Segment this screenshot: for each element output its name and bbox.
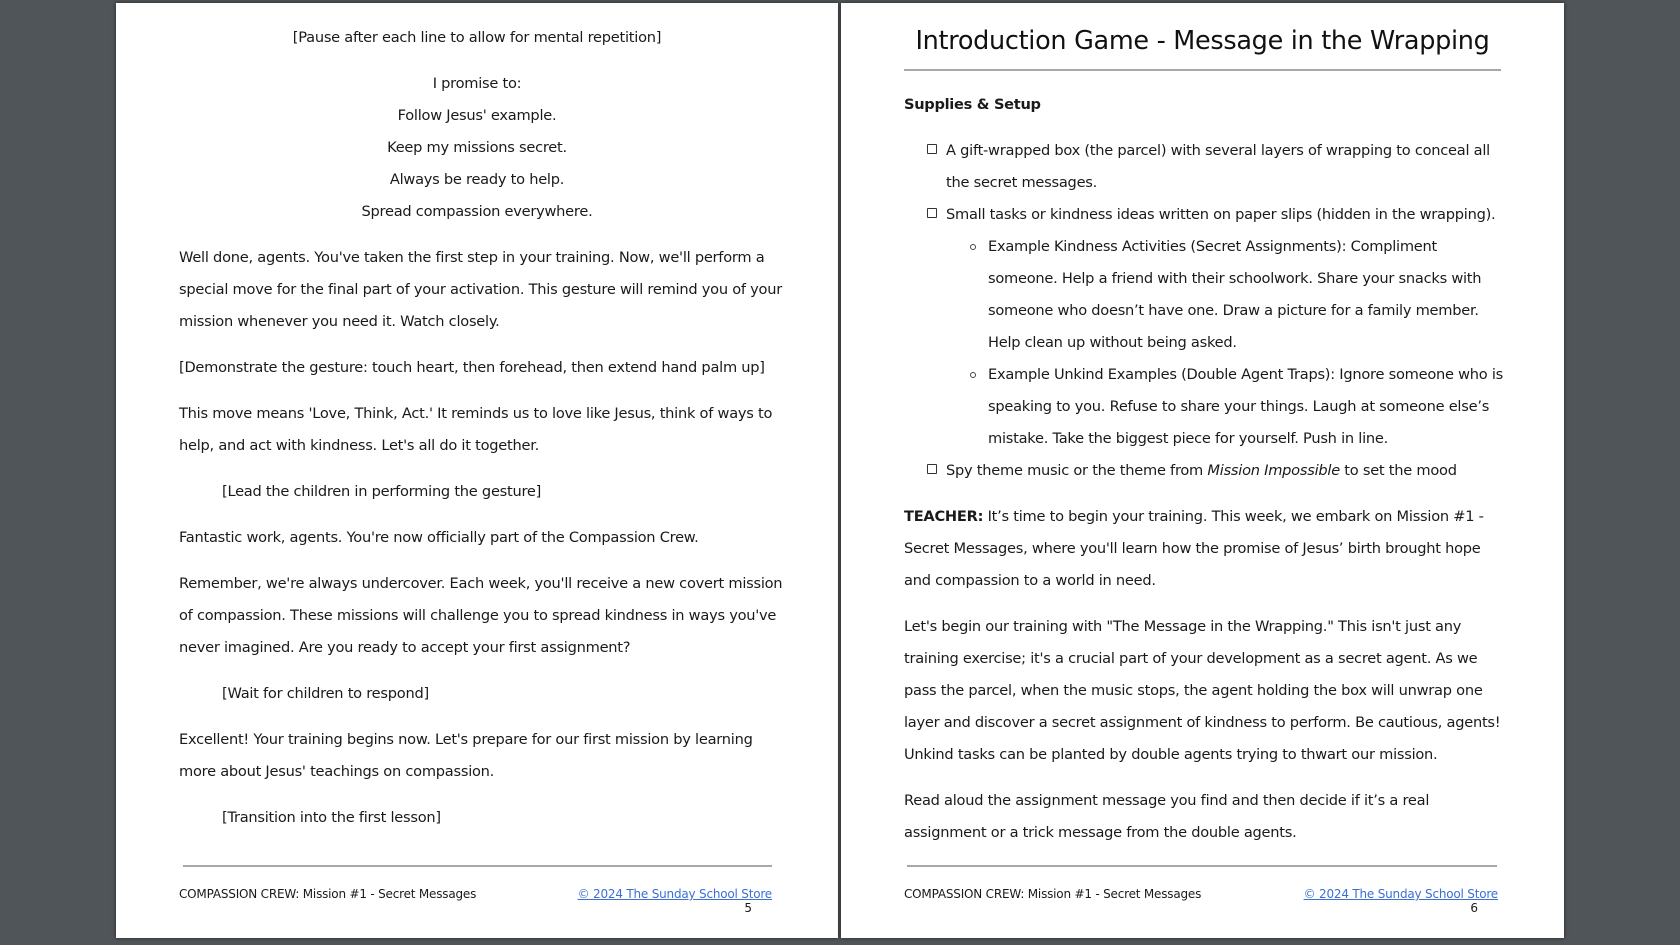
- paragraph-line: pass the parcel, when the music stops, the agent holding the box will unwrap one: [904, 682, 1483, 699]
- document-page-5: [116, 3, 838, 938]
- paragraph-line: help, and act with kindness. Let's all do it together.: [179, 437, 539, 454]
- paragraph-line: Excellent! Your training begins now. Let's prepare for our first mission by learning: [179, 731, 753, 748]
- copyright-link[interactable]: © 2024 The Sunday School Store: [1303, 887, 1498, 901]
- sub-item-line: Help clean up without being asked.: [988, 334, 1237, 351]
- paragraph-fantastic: Fantastic work, agents. You're now officially part of the Compassion Crew.: [179, 529, 699, 546]
- promise-line: Follow Jesus' example.: [397, 107, 557, 124]
- promise-line: Keep my missions secret.: [387, 139, 567, 156]
- checklist-line: Spy theme music or the theme from Mission Impossible to set the mood: [946, 462, 1457, 479]
- stage-direction: [Wait for children to respond]: [222, 685, 429, 702]
- document-page-6: [841, 3, 1564, 938]
- footer-title: COMPASSION CREW: Mission #1 - Secret Messages: [904, 887, 1202, 901]
- paragraph-line: Unkind tasks can be planted by double agents trying to thwart our mission.: [904, 746, 1438, 763]
- checklist-line: the secret messages.: [946, 174, 1098, 191]
- sub-item-line: Example Unkind Examples (Double Agent Traps): Ignore someone who is: [988, 366, 1504, 383]
- page-number: 6: [1470, 901, 1478, 915]
- stage-direction: [Transition into the first lesson]: [222, 809, 441, 826]
- page-title: Introduction Game - Message in the Wrapping: [915, 26, 1490, 56]
- copyright-link[interactable]: © 2024 The Sunday School Store: [577, 887, 772, 901]
- stage-direction: [Demonstrate the gesture: touch heart, then forehead, then extend hand palm up]: [179, 359, 765, 376]
- checkbox-icon[interactable]: [927, 464, 937, 474]
- paragraph-line: mission whenever you need it. Watch closely.: [179, 313, 500, 330]
- footer-divider: [907, 865, 1497, 867]
- paragraph-line: TEACHER: It’s time to begin your training. This week, we embark on Mission #1 -: [904, 508, 1484, 525]
- promise-line: Always be ready to help.: [389, 171, 565, 188]
- checklist-line: Small tasks or kindness ideas written on paper slips (hidden in the wrapping).: [946, 206, 1496, 223]
- checkbox-icon[interactable]: [927, 208, 937, 218]
- paragraph-line: Secret Messages, where you'll learn how the promise of Jesus’ birth brought hope: [904, 540, 1481, 557]
- paragraph-line: Well done, agents. You've taken the first step in your training. Now, we'll perform a: [179, 249, 765, 266]
- checkbox-icon[interactable]: [927, 144, 937, 154]
- footer-title: COMPASSION CREW: Mission #1 - Secret Messages: [179, 887, 477, 901]
- section-heading: Supplies & Setup: [904, 96, 1041, 113]
- promise-intro: I promise to:: [432, 75, 522, 92]
- circle-bullet-icon: [970, 372, 976, 378]
- sub-item-line: speaking to you. Refuse to share your things. Laugh at someone else’s: [988, 398, 1490, 415]
- stage-direction: [Pause after each line to allow for mental repetition]: [292, 29, 662, 46]
- paragraph-line: more about Jesus' teachings on compassion.: [179, 763, 495, 780]
- sub-item-line: someone. Help a friend with their schoolwork. Share your snacks with: [988, 270, 1482, 287]
- paragraph-line: training exercise; it's a crucial part of your development as a secret agent. As we: [904, 650, 1478, 667]
- footer-divider: [183, 865, 772, 867]
- paragraph-line: This move means 'Love, Think, Act.' It reminds us to love like Jesus, think of ways to: [179, 405, 773, 422]
- paragraph-line: special move for the final part of your activation. This gesture will remind you of your: [179, 281, 782, 298]
- promise-line: Spread compassion everywhere.: [361, 203, 593, 220]
- speaker-label: TEACHER:: [904, 508, 984, 525]
- stage-direction: [Lead the children in performing the gesture]: [222, 483, 542, 500]
- sub-item-line: someone who doesn’t have one. Draw a picture for a family member.: [988, 302, 1479, 319]
- checklist-line: A gift-wrapped box (the parcel) with several layers of wrapping to conceal all: [946, 142, 1490, 159]
- paragraph-line: Read aloud the assignment message you find and then decide if it’s a real: [904, 792, 1430, 809]
- paragraph-line: Let's begin our training with "The Message in the Wrapping." This isn't just any: [904, 618, 1462, 635]
- paragraph-line: Remember, we're always undercover. Each week, you'll receive a new covert mission: [179, 575, 783, 592]
- italic-title: Mission Impossible: [1207, 462, 1340, 479]
- paragraph-line: and compassion to a world in need.: [904, 572, 1156, 589]
- paragraph-line: never imagined. Are you ready to accept your first assignment?: [179, 639, 631, 656]
- circle-bullet-icon: [970, 244, 976, 250]
- paragraph-line: layer and discover a secret assignment of kindness to perform. Be cautious, agents!: [904, 714, 1501, 731]
- paragraph-line: assignment or a trick message from the double agents.: [904, 824, 1297, 841]
- sub-item-line: mistake. Take the biggest piece for yourself. Push in line.: [988, 430, 1388, 447]
- title-underline: [904, 69, 1501, 71]
- paragraph-line: of compassion. These missions will challenge you to spread kindness in ways you've: [179, 607, 777, 624]
- page-number: 5: [744, 901, 752, 915]
- sub-item-line: Example Kindness Activities (Secret Assignments): Compliment: [988, 238, 1438, 255]
